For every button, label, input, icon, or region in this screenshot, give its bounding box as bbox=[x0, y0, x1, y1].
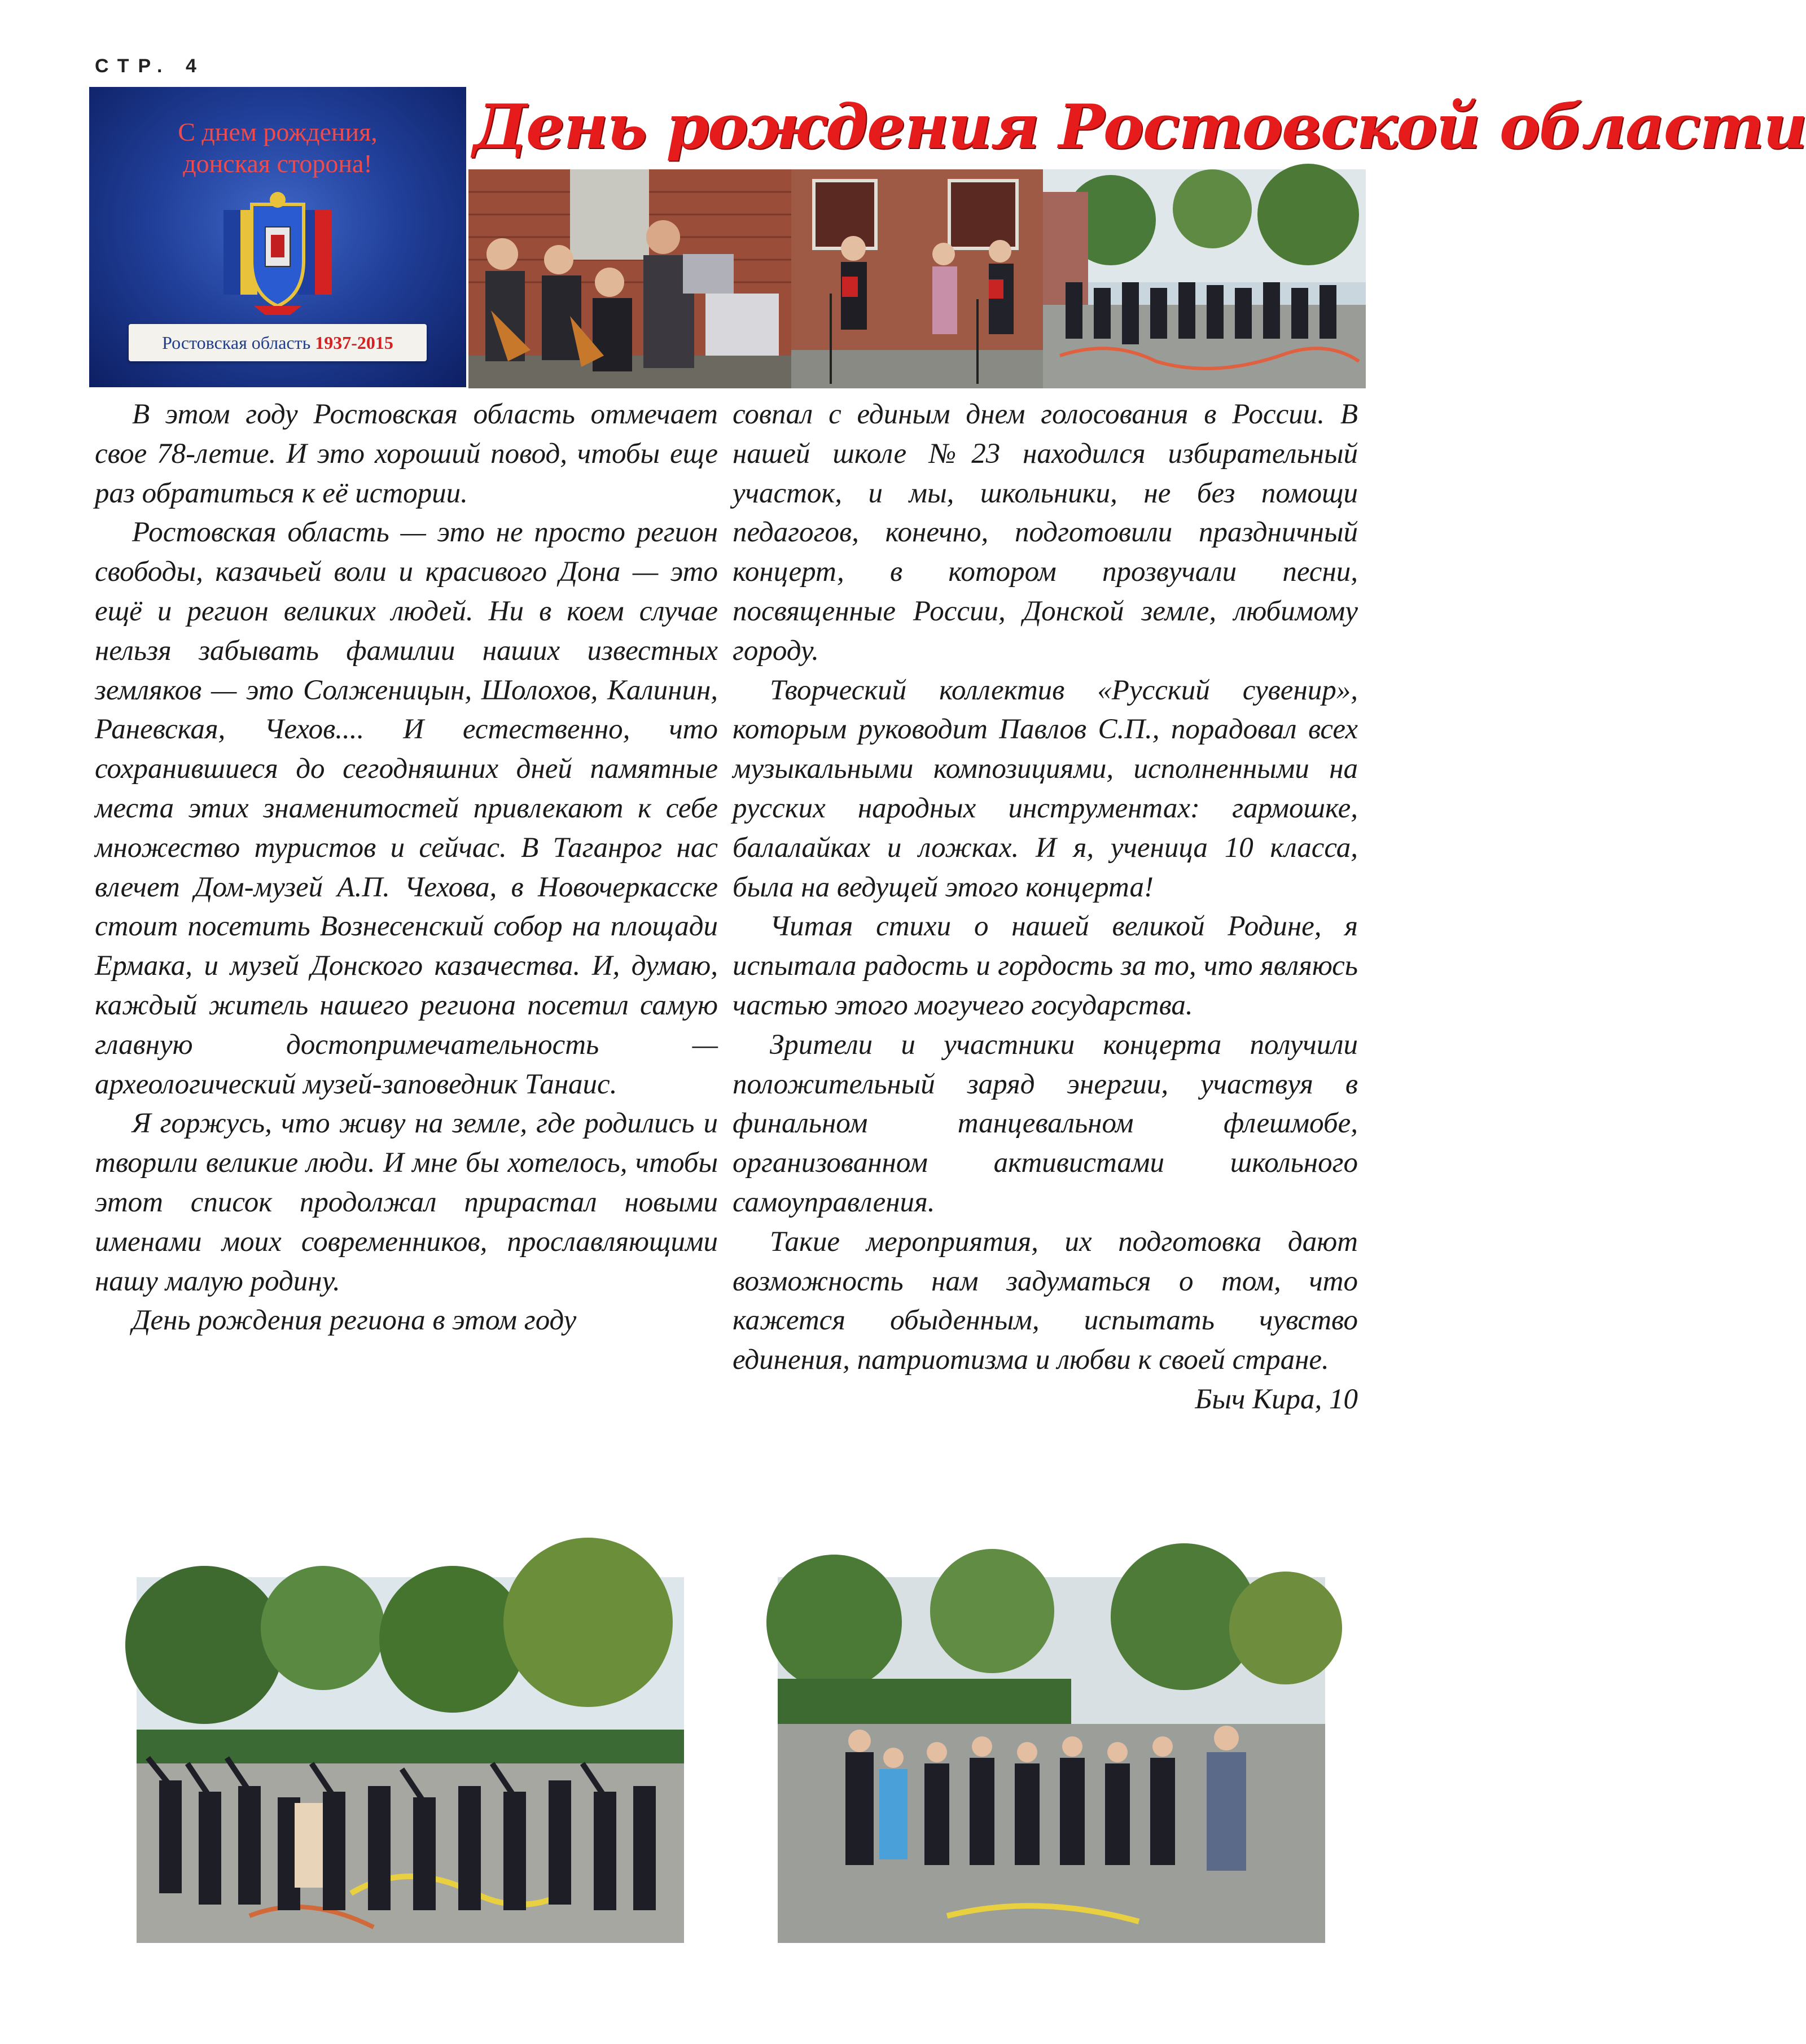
poster-image bbox=[89, 87, 466, 387]
article-paragraph: Творческий коллектив «Русский сувенир», которым руководит Павлов С.П., порадовал всех музыкальными композициями, исполненными на русских народных инструментах: гармошке, балалайках и ложках. И я, ученица 10 класса, была на ведущей этого концерта! bbox=[733, 674, 1358, 903]
article-signature: Быч Кира, 10 bbox=[1195, 1383, 1358, 1415]
photo-students-crowd bbox=[1043, 169, 1366, 388]
article-paragraph: Я горжусь, что живу на земле, где родились и творили великие люди. И мне бы хотелось, чтобы этот список продолжал прирастал новыми именами моих современников, прославляющими нашу малую родину. bbox=[95, 1108, 718, 1297]
article-paragraph: совпал с единым днем голосования в России. В нашей школе №23 находился избирательный участок, и мы, школьники, не без помощи педагогов, конечно, подготовили праздничный концерт, в котором прозвучали песни, посвященные России, Донской земле, любимому городу. bbox=[733, 399, 1358, 667]
photo-folk-musicians bbox=[468, 169, 791, 388]
rostov-oblast-coat-of-arms-icon bbox=[220, 187, 335, 317]
photo-group-waving bbox=[778, 1577, 1325, 1943]
article-paragraph: В этом году Ростовская область отмечает свое 78-летие. И это хороший повод, чтобы еще раз обратиться к её истории. bbox=[95, 399, 718, 509]
article-paragraph: Ростовская область — это не просто регион свободы, казачьей воли и красивого Дона — это ещё и регион великих людей. Ни в коем случае нельзя забывать фамилии наших известных земляков — это Солженицын, Шолохов, Калинин, Раневская, Чехов.... И естественно, что сохранившиеся до сегодняшних дней памятные места этих знаменитостей привлекают к себе множество туристов и сейчас. В Таганрог нас влечет Дом-музей А.П. Чехова, в Новочеркасске стоит посетить Вознесенский собор на площади Ермака, и музей Донского казачества. И, думаю, каждый житель нашего региона посетил самую главную достопримечательность —археологический музей-заповедник Танаис. bbox=[95, 517, 718, 1100]
article-paragraph: Такие мероприятия, их подготовка дают возможность нам задуматься о том, что кажется обыденным, испытать чувство единения, патриотизма и любви к своей стране. bbox=[733, 1225, 1358, 1376]
poster-band bbox=[129, 324, 427, 361]
poster-years: 1937-2015 bbox=[315, 332, 393, 353]
article-column-left bbox=[95, 395, 718, 1341]
article-paragraph: Читая стихи о нашей великой Родине, я испытала радость и гордость за то, что являюсь частью этого могучего государства. bbox=[733, 911, 1358, 1021]
article-paragraph: Зрители и участники концерта получили положительный заряд энергии, участвуя в финальном танцевальном флешмобе, организованном активистами школьного самоуправления. bbox=[733, 1028, 1358, 1218]
article-paragraph: День рождения региона в этом году bbox=[132, 1305, 577, 1337]
page-title: День рождения Ростовской области bbox=[473, 91, 1806, 163]
page-number: СТР. 4 bbox=[95, 55, 205, 77]
poster-greeting: С днем рождения, донская сторона! bbox=[178, 117, 378, 178]
article-column-right bbox=[733, 395, 1358, 1420]
poster-region: Ростовская область bbox=[162, 332, 315, 353]
photo-concert-singers bbox=[791, 169, 1043, 388]
photo-flashmob-dance bbox=[137, 1577, 684, 1943]
